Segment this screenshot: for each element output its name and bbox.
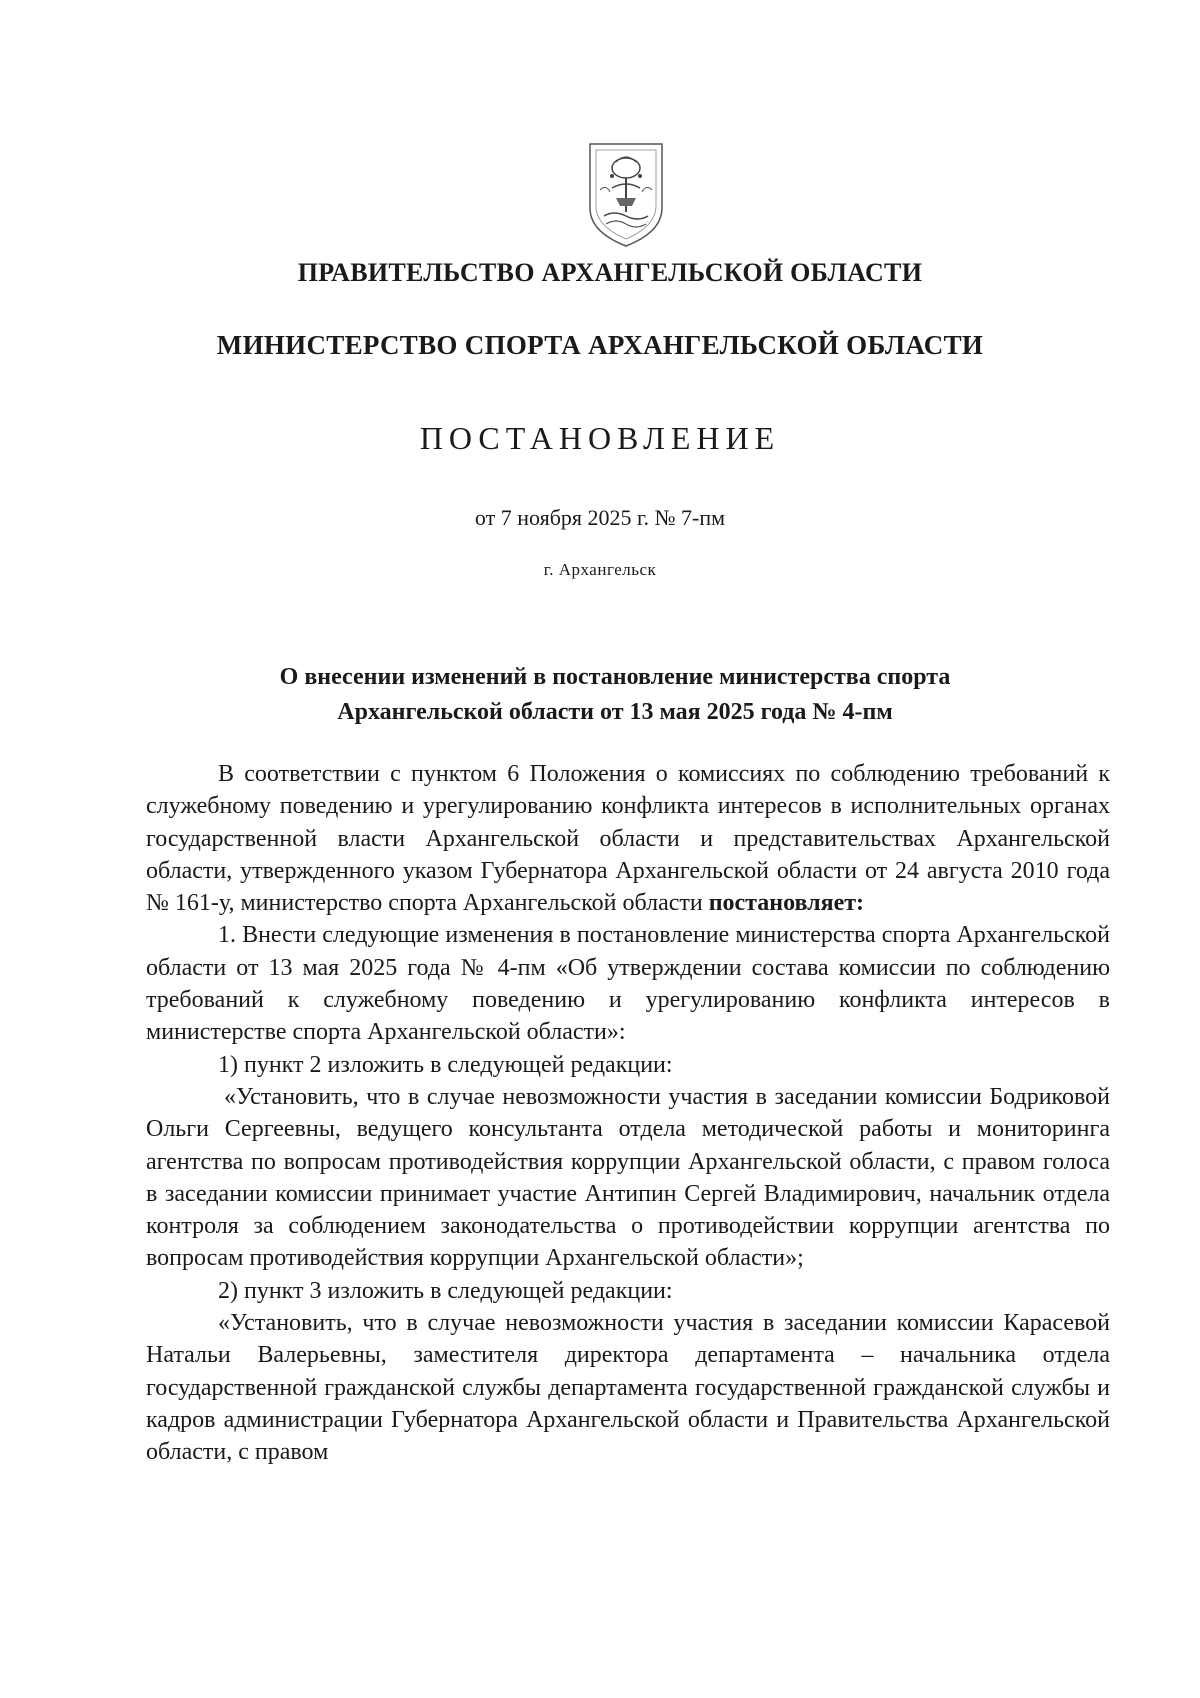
paragraph-preamble [146, 758, 1110, 919]
government-title: ПРАВИТЕЛЬСТВО АРХАНГЕЛЬСКОЙ ОБЛАСТИ [297, 258, 923, 287]
document-date-number: от 7 ноября 2025 г. № 7-пм [474, 505, 726, 530]
subject-line-2: Архангельской области от 13 мая 2025 года № 4-пм [337, 699, 893, 725]
paragraph-subitem-1: 1) пункт 2 изложить в следующей редакции: [218, 1051, 673, 1078]
paragraph-quote-1: «Установить, что в случае невозможности участия в заседании комиссии Бодриковой Ольги Сергеевны, ведущего консультанта отдела методической работы и мониторинга агентства по вопросам противодействия коррупции Архангельской области, с правом голоса в заседании комиссии принимает участие Антипин Сергей Владимирович, начальник отдела контроля за соблюдением законодательства о противодействии коррупции агентства по вопросам противодействия коррупции Архангельской области»; [146, 1083, 1110, 1272]
preamble-resolves: постановляет: [708, 890, 865, 917]
document-subject [180, 660, 1050, 730]
subject-line-1: О внесении изменений в постановление министерства спорта [279, 664, 951, 690]
paragraph-item-1: 1. Внести следующие изменения в постановление министерства спорта Архангельской области от 13 мая 2025 года № 4-пм «Об утверждении состава комиссии по соблюдению требований к служебному поведению и урегулированию конфликта интересов в министерстве спорта Архангельской области»: [146, 922, 1110, 1046]
preamble-text: В соответствии с пунктом 6 Положения о комиссиях по соблюдению требований к служебному поведению и урегулированию конфликта интересов в исполнительных органах государственной власти Архангельской области и представительствах Архангельской области, утвержденного указом Губернатора Архангельской области от 24 августа 2010 года № 161-у, министерство спорта Архангельской области [146, 761, 1110, 917]
paragraph-subitem-2: 2) пункт 3 изложить в следующей редакции: [218, 1277, 673, 1304]
coat-of-arms-emblem [576, 140, 676, 250]
document-body [146, 758, 1110, 1469]
ministry-title: МИНИСТЕРСТВО СПОРТА АРХАНГЕЛЬСКОЙ ОБЛАСТИ [216, 330, 984, 360]
document-city: г. Архангельск [543, 560, 657, 579]
document-type: ПОСТАНОВЛЕНИЕ [419, 420, 781, 456]
paragraph-quote-2: «Установить, что в случае невозможности участия в заседании комиссии Карасевой Натальи Валерьевны, заместителя директора департамента – начальника отдела государственной гражданской службы департамента государственной гражданской службы и кадров администрации Губернатора Архангельской области и Правительства Архангельской области, с правом [146, 1310, 1110, 1466]
